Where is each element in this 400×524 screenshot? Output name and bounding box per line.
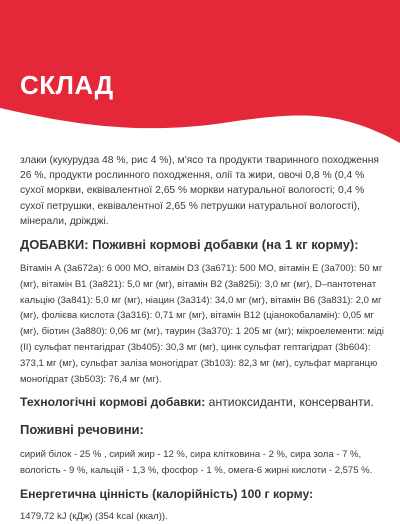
technological-additives-value: антиоксиданти, консерванти.	[205, 395, 374, 410]
energy-heading: Енергетична цінність (калорійність) 100 г корму:	[20, 486, 314, 501]
nutrients-heading: Поживні речовини:	[20, 422, 144, 438]
ingredients-text: злаки (кукурудза 48 %, рис 4 %), м'ясо та продукти тваринного походження 26 %, продукти рослинного походження, олії та жири, овочі 0,8 % (0,4 % сухої моркви, еквівалентної 2,65 % моркви натуральної вологості; 0,4 % сухої петрушки, еквівалентної 2,65 % петрушки натуральної вологості), мінерали, дріжджі.	[20, 155, 379, 227]
additives-text: Вітамін А (3а672а): 6 000 МО, вітамін D3 (3а671): 500 МО, вітамін Е (3а700): 50 мг (мг), вітамін В1 (3а821): 5,0 мг (мг), вітамін В2 (3а825і): 3,0 мг (мг), D–пантотенат кальцію (3а841): 5,0 мг (мг), ніацин (3а314): 34,0 мг (мг), вітамін В6 (3а831): 2,0 мг (мг), фолієва кислота (3а316): 0,71 мг (мг), вітамін В12 (ціанокобаламін): 0,05 мг (мг), біотин (3а880): 0,06 мг (мг), таурин (3а370): 1 205 мг (мг); мікроелементи: міді (II) сульфат пентагідрат (3b405): 30,3 мг (мг), цинк сульфат гептагідрат (3b604): 373,1 мг (мг), сульфат заліза моногідрат (3b103): 82,3 мг (мг), сульфат марганцю моногідрат (3b503): 76,4 мг (мг).	[20, 263, 384, 385]
technological-additives-label: Технологічні кормові добавки:	[20, 395, 206, 410]
technological-additives	[20, 394, 390, 411]
energy-text: 1479,72 kJ (кДж) (354 kcal (ккал)).	[20, 510, 168, 522]
nutrients-text: сирий білок - 25 % , сирий жир - 12 %, сира клітковина - 2 %, сира зола - 7 %, вологість - 9 %, кальцій - 1,3 %, фосфор - 1 %, омега-6 жирні кислоти - 2,575 %.	[20, 449, 373, 477]
composition-section	[20, 153, 390, 524]
page-title: СКЛАД	[20, 70, 114, 100]
additives-heading: ДОБАВКИ: Поживні кормові добавки (на 1 кг корму):	[20, 237, 359, 253]
header-banner	[0, 0, 400, 150]
